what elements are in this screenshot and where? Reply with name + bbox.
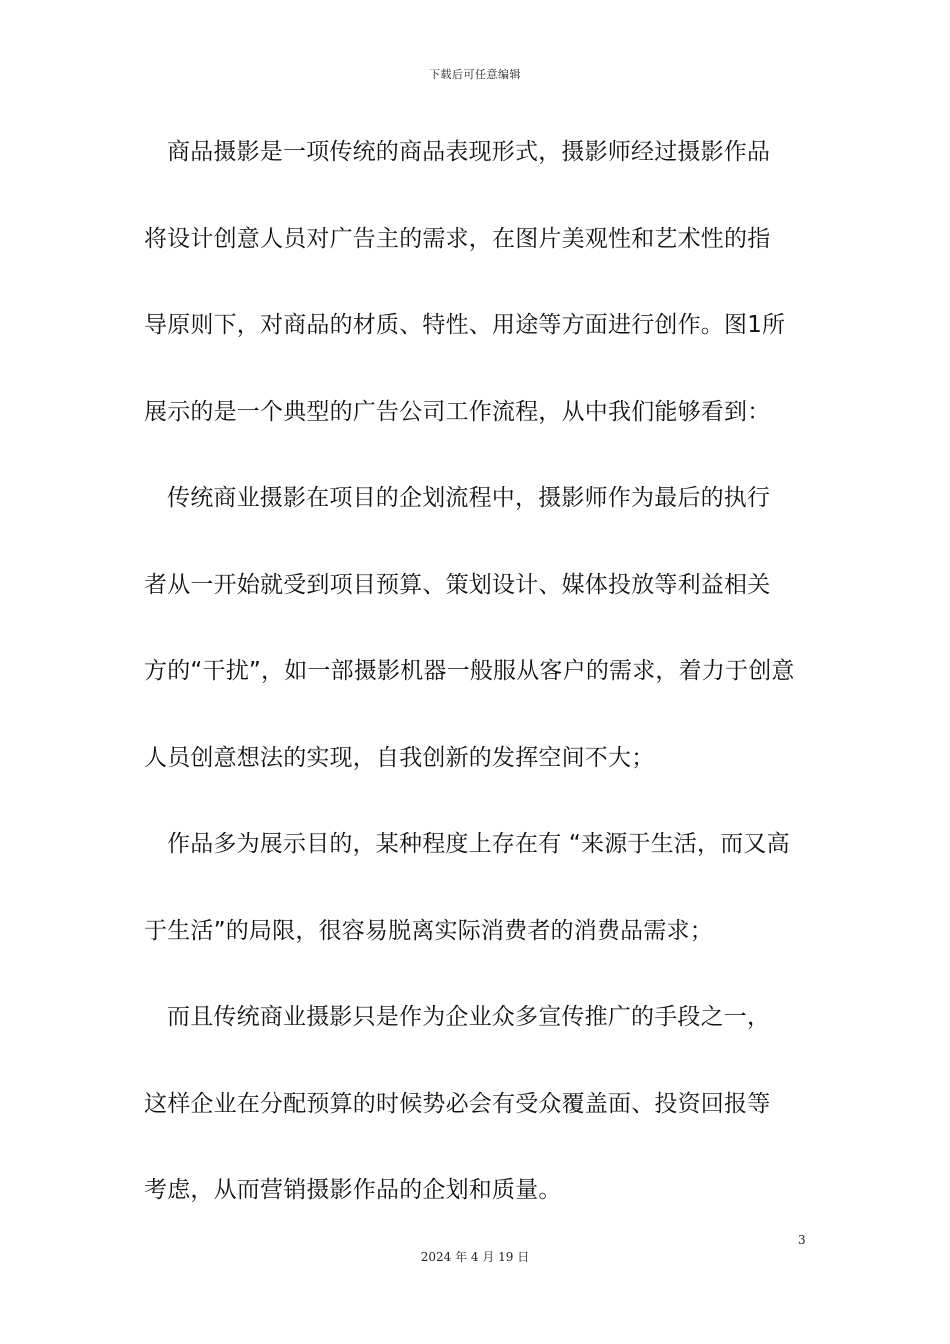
paragraph-1-line-4: 展示的是一个典型的广告公司工作流程，从中我们能够看到：	[144, 398, 771, 425]
page-header: 下载后可任意编辑	[429, 68, 521, 81]
paragraph-4-line-2: 这样企业在分配预算的时候势必会有受众覆盖面、投资回报等	[144, 1090, 771, 1117]
paragraph-2-line-2: 者从一开始就受到项目预算、策划设计、媒体投放等利益相关	[144, 571, 771, 598]
paragraph-3-line-2: 于生活”的局限，很容易脱离实际消费者的消费品需求；	[144, 917, 713, 944]
paragraph-1-line-3: 导原则下，对商品的材质、特性、用途等方面进行创作。图1所	[144, 312, 786, 338]
paragraph-3-line-1: 作品多为展示目的，某种程度上存在有 “来源于生活，而又高	[167, 831, 790, 857]
paragraph-4-line-1: 而且传统商业摄影只是作为企业众多宣传推广的手段之一，	[167, 1004, 771, 1030]
page-number: 3	[798, 1233, 806, 1247]
paragraph-2-line-3: 方的“干扰”，如一部摄影机器一般服从客户的需求，着力于创意	[144, 658, 795, 684]
body-text	[144, 130, 794, 1255]
paragraph-2-line-1: 传统商业摄影在项目的企划流程中，摄影师作为最后的执行	[167, 485, 771, 511]
paragraph-1-line-2: 将设计创意人员对广告主的需求，在图片美观性和艺术性的指	[144, 225, 771, 252]
paragraph-2-line-4: 人员创意想法的实现，自我创新的发挥空间不大；	[144, 744, 655, 771]
paragraph-1-line-1: 商品摄影是一项传统的商品表现形式，摄影师经过摄影作品	[167, 139, 771, 165]
paragraph-4-line-3: 考虑，从而营销摄影作品的企划和质量。	[144, 1177, 562, 1203]
page-footer-date: 2024 年 4 月 19 日	[420, 1250, 530, 1264]
